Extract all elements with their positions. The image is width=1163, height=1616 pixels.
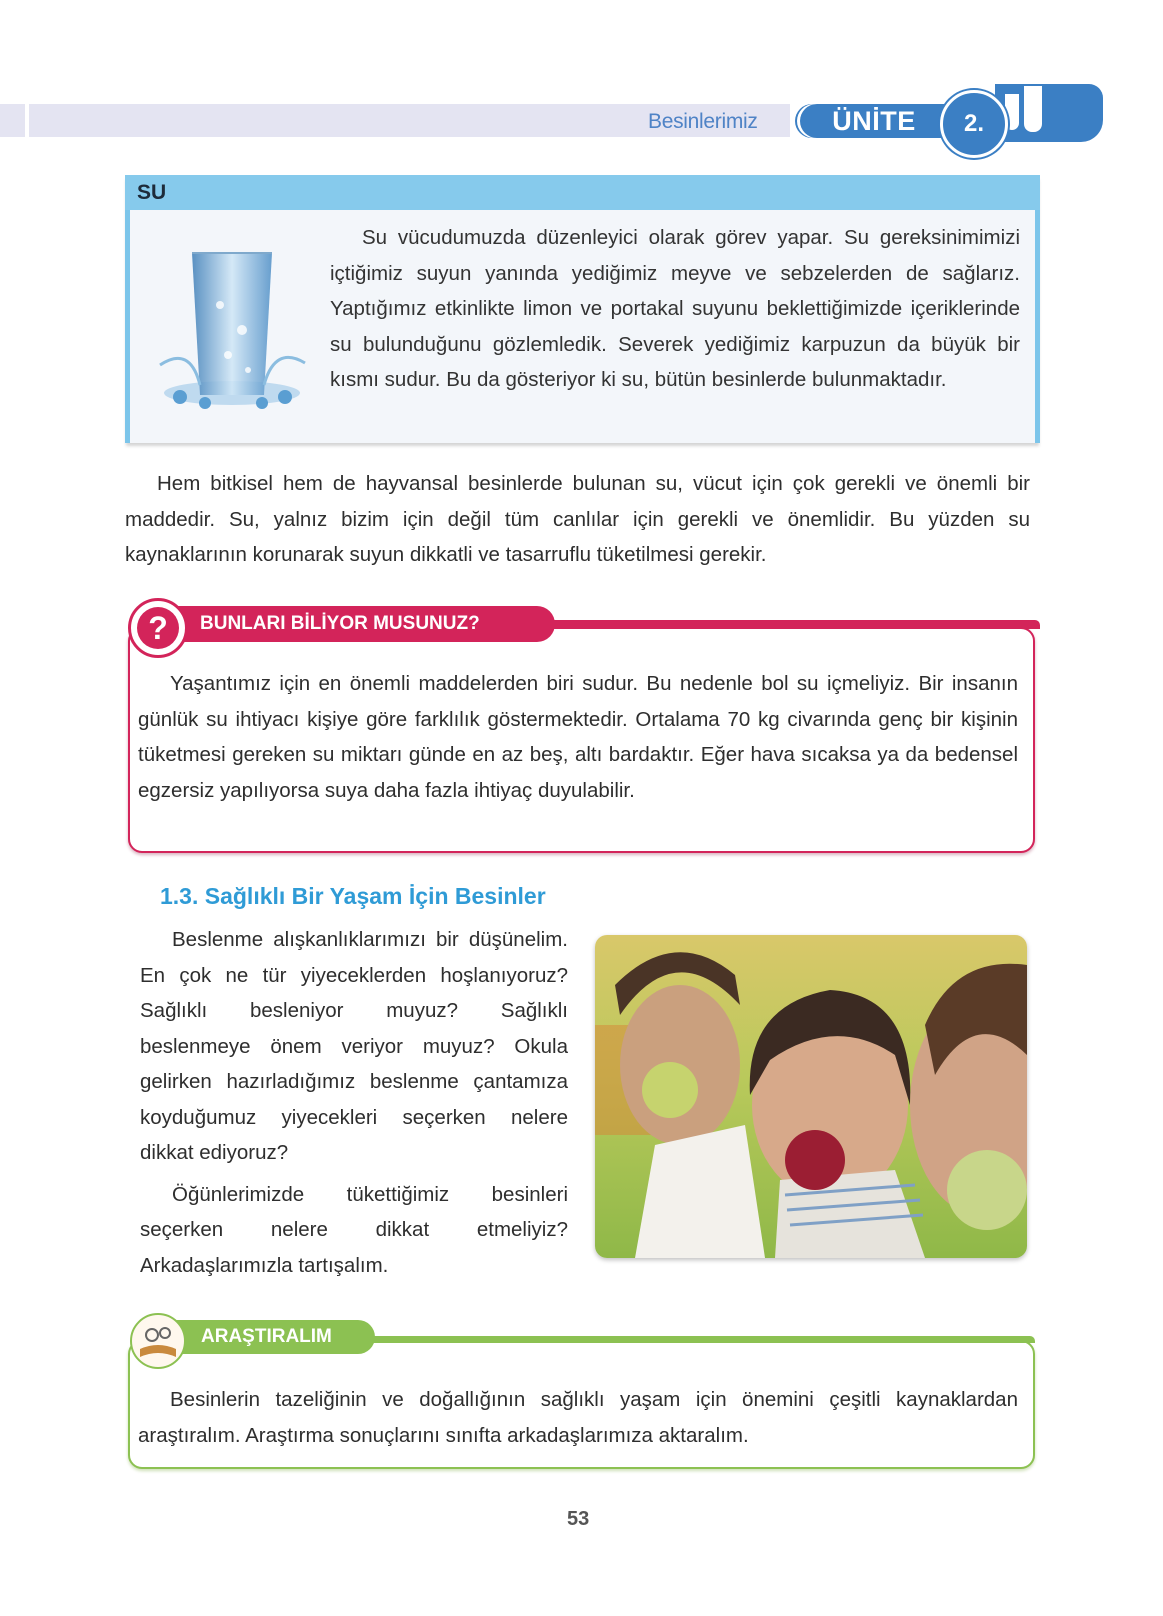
research-text: Besinlerin tazeliğinin ve doğallığının sağlıklı yaşam için önemini çeşitli kaynaklardan araştıralım. Araştırma sonuçlarını sınıfta arkadaşlarımıza aktaralım. bbox=[138, 1388, 1018, 1447]
body-paragraph: Hem bitkisel hem de hayvansal besinlerde bulunan su, vücut için çok gerekli ve önemli bir maddedir. Su, yalnız bizim için değil tüm canlılar için gerekli ve önemlidir. Bu yüzden su kaynaklarının korunarak suyun dikkatli ve tasarruflu tüketilmesi gerekir. bbox=[125, 472, 1030, 566]
unit-number-badge: 2. bbox=[940, 90, 1008, 158]
section-heading: 1.3. Sağlıklı Bir Yaşam İçin Besinler bbox=[160, 883, 546, 909]
research-rule bbox=[370, 1336, 1035, 1343]
chapter-title: Besinlerimiz bbox=[648, 110, 758, 133]
water-box-text: Su vücudumuzda düzenleyici olarak görev yapar. Su gereksinimimizi içtiğimiz suyun yanında yediğimiz meyve ve sebzelerden de sağlarız. Yaptığımız etkinlikte limon ve portakal suyunu beklettiğimizde içeriklerinde su bulunduğunu gözlemledik. Severek yediğimiz karpuzun da büyük bir kısmı sudur. Bu da gösteriyor ki su, bütün besinlerde bulunmaktadır. bbox=[330, 226, 1020, 391]
water-box-header bbox=[125, 175, 1040, 210]
research-title: ARAŞTIRALIM bbox=[175, 1320, 375, 1354]
header-band-divider bbox=[25, 104, 29, 137]
did-you-know-rule bbox=[520, 620, 1040, 629]
children-eating-apples-photo bbox=[595, 935, 1027, 1258]
did-you-know-text: Yaşantımız için en önemli maddelerden biri sudur. Bu nedenle bol su içmeliyiz. Bir insanın günlük su ihtiyacı kişiye göre farklılık göstermektedir. Ortalama 70 kg civarında genç bir kişinin tüketmesi gereken su miktarı günde en az beş, altı bardaktır. Eğer hava sıcaksa ya da bedensel egzersiz yapılıyorsa suya daha fazla ihtiyaç duyulabilir. bbox=[138, 672, 1018, 802]
unit-tab-background bbox=[995, 84, 1103, 142]
page-number: 53 bbox=[567, 1508, 590, 1530]
did-you-know-title: BUNLARI BİLİYOR MUSUNUZ? bbox=[170, 606, 555, 642]
water-box-title: SU bbox=[137, 181, 167, 204]
water-glass-image bbox=[150, 245, 315, 415]
question-mark-icon: ? bbox=[128, 598, 188, 658]
unit-label: ÜNİTE bbox=[800, 104, 948, 138]
research-book-icon bbox=[130, 1313, 186, 1369]
section-text: Beslenme alışkanlıklarımızı bir düşünelim. En çok ne tür yiyeceklerden hoşlanıyoruz? Sağlıklı besleniyor muyuz? Sağlıklı beslenmeye önem veriyor muyuz? Okula gelirken hazırladığımız beslenme çantamıza koyduğumuz yiyecekleri seçerken nelere dikkat ediyoruz? Öğünlerimizde tükettiğimiz besinleri seçerken nelere dikkat etmeliyiz? Arkadaşlarımızla tartışalım. bbox=[140, 928, 568, 1277]
